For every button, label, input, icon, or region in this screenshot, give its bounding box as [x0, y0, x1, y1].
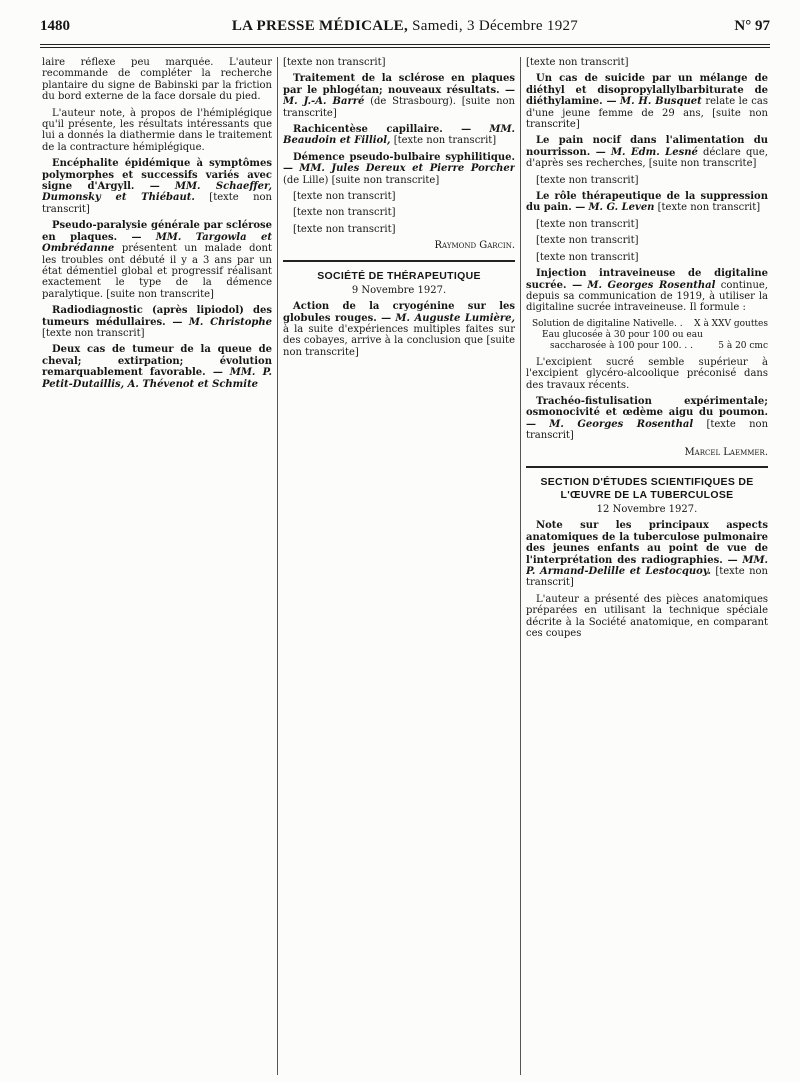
- issue-number: N° 97: [734, 18, 770, 34]
- communication: [42, 344, 272, 390]
- column-separator: [520, 57, 521, 1075]
- formula-dose: X à XXV gouttes: [694, 318, 768, 329]
- communication-title: Rachicentèse capillaire. —: [293, 124, 472, 136]
- communication-text: à la suite d'expériences multiples faites sur des cobayes, arrive à la conclusion que [suite non transcrite]: [283, 323, 515, 358]
- communication-title: Encéphalite épidémique à symptômes polymorphes et successifs variés avec signe d'Argyll. —: [42, 158, 272, 193]
- communication-authors: M. Georges Rosenthal: [549, 418, 694, 430]
- communication-title: Trachéo-fistulisation expérimentale; osmonocivité et œdème aigu du poumon. —: [526, 395, 768, 430]
- communication-authors: M. H. Busquet: [620, 96, 702, 108]
- communication-authors: MM. Schaeffer, Dumonsky et Thiébaut.: [42, 181, 272, 204]
- communication: [283, 124, 515, 147]
- communication-title: Démence pseudo-bulbaire syphilitique. —: [283, 151, 515, 175]
- communication-title: Radiodiagnostic (après lipiodol) des tumeurs médullaires. —: [42, 305, 272, 328]
- formula-dose: 5 à 20 cmc: [718, 340, 768, 351]
- communication-authors: M. Christophe: [188, 316, 272, 328]
- signature: Raymond Garcin.: [434, 240, 515, 252]
- paragraph: [texte non transcrit]: [293, 191, 396, 203]
- formula-line: [532, 319, 768, 330]
- communication: [526, 396, 768, 442]
- formula-ingredient: saccharosée à 100 pour 100. . .: [550, 340, 693, 351]
- formula-line: [532, 330, 768, 341]
- communication-text: [texte non transcrit]: [526, 418, 768, 442]
- formula-line: [532, 341, 768, 352]
- formula-ingredient: Solution de digitaline Nativelle. .: [532, 318, 683, 329]
- paragraph: L'auteur a présenté des pièces anatomiques préparées en utilisant la technique spéciale décrite à la Société anatomique, en comparant ces coupes: [526, 593, 768, 640]
- communication: [42, 158, 272, 215]
- communication-authors: MM. P. Petit-Dutaillis, A. Thévenot et Schmite: [42, 367, 272, 390]
- paragraph: [texte non transcrit]: [526, 57, 629, 68]
- communication-authors: MM. Beaudoin et Filliol,: [283, 124, 515, 147]
- communication: [283, 301, 515, 358]
- paragraph: [texte non transcrit]: [536, 218, 639, 230]
- communication: [526, 135, 768, 169]
- prescription-formula: [532, 319, 768, 352]
- communication-authors: M. J.-A. Barré: [283, 96, 365, 108]
- section-rule: [526, 466, 768, 468]
- communication: [283, 73, 515, 119]
- communication-text: (de Strasbourg). [suite non transcrite]: [283, 96, 515, 119]
- communication-title: Un cas de suicide par un mélange de diéthyl et disopropylallylbarbiturate de diéthylamine. —: [526, 73, 768, 108]
- communication-title: Deux cas de tumeur de la queue de cheval; extirpation; évolution remarquablement favorable. —: [42, 344, 272, 379]
- communication-authors: MM. Targowla et Ombrédanne: [42, 231, 272, 255]
- column-1: [42, 57, 272, 1075]
- communication-authors: MM. Jules Dereux et Pierre Porcher: [299, 163, 515, 175]
- section-title: SOCIÉTÉ DE THÉRAPEUTIQUE: [317, 269, 481, 282]
- communication-text: [texte non transcrit]: [42, 327, 145, 339]
- column-3: [526, 57, 768, 1075]
- header-rule: [40, 44, 770, 45]
- journal-title: [40, 18, 770, 35]
- journal-name: LA PRESSE MÉDICALE,: [231, 18, 409, 34]
- communication: [283, 152, 515, 186]
- communication: [42, 305, 272, 339]
- communication-authors: M. Georges Rosenthal: [587, 279, 716, 291]
- paragraph: L'excipient sucré semble supérieur à l'excipient glycéro-alcoolique préconisé dans des travaux récents.: [526, 356, 768, 391]
- communication-authors: M. Auguste Lumière,: [395, 312, 515, 324]
- communication-text: continue, depuis sa communication de 1919, à utiliser la digitaline sucrée intraveineuse. Il formule :: [526, 279, 768, 314]
- communication-authors: M. Edm. Lesné: [610, 146, 698, 158]
- paragraph: [texte non transcrit]: [536, 251, 639, 263]
- communication-authors: MM. P. Armand-Delille et Lestocquoy.: [526, 554, 768, 577]
- communication-title: Action de la cryogénine sur les globules rouges. —: [283, 301, 515, 324]
- communication-text: (de Lille) [suite non transcrite]: [283, 174, 440, 186]
- section-rule: [283, 260, 515, 262]
- paragraph: [texte non transcrit]: [293, 223, 396, 235]
- communication-text: [texte non transcrit]: [657, 202, 761, 214]
- issue-date: Samedi, 3 Décembre 1927: [412, 18, 579, 34]
- communication-title: Traitement de la sclérose en plaques par le phlogétan; nouveaux résultats. —: [283, 73, 515, 96]
- paragraph: [texte non transcrit]: [283, 57, 386, 68]
- page-header: [40, 18, 770, 40]
- section-title: SECTION D'ÉTUDES SCIENTIFIQUES DE L'ŒUVRE DE LA TUBERCULOSE: [540, 475, 754, 501]
- paragraph: [texte non transcrit]: [293, 207, 396, 219]
- signature: Marcel Laemmer.: [684, 446, 768, 458]
- communication-title: Le rôle thérapeutique de la suppression du pain. —: [526, 191, 768, 214]
- formula-ingredient: Eau glucosée à 30 pour 100 ou eau: [542, 329, 703, 340]
- communication-title: Le pain nocif dans l'alimentation du nourrisson. —: [526, 135, 768, 158]
- section-date: 12 Novembre 1927.: [596, 503, 698, 515]
- communication: [526, 191, 768, 214]
- communication: [42, 220, 272, 300]
- column-2: [283, 57, 515, 1075]
- communication: [526, 268, 768, 314]
- communication-text: [texte non transcrit]: [526, 566, 768, 589]
- paragraph: laire réflexe peu marquée. L'auteur recommande de compléter la recherche plantaire du signe de Babinski par la friction du bord externe de la face dorsale du pied.: [42, 57, 272, 103]
- header-rule-secondary: [40, 47, 770, 48]
- communication-text: présentent un malade dont les troubles ont débuté il y a 3 ans par un état démentiel global et progressif réalisant exactement le type de la démence paralytique. [suite non transcrite]: [42, 243, 272, 300]
- communication-text: [texte non transcrit]: [393, 135, 497, 147]
- communication-authors: M. G. Leven: [588, 202, 655, 214]
- paragraph: [texte non transcrit]: [536, 235, 639, 247]
- communication: [526, 73, 768, 130]
- communication-title: Note sur les principaux aspects anatomiques de la tuberculose pulmonaire des jeunes enfants au point de vue de l'interprétation des radiographies. —: [526, 520, 768, 566]
- communication-title: Injection intraveineuse de digitaline sucrée. —: [526, 268, 768, 291]
- section-date: 9 Novembre 1927.: [351, 284, 447, 296]
- communication-text: [texte non transcrit]: [42, 192, 272, 215]
- communication: [526, 520, 768, 588]
- communication-title: Pseudo-paralysie générale par sclérose en plaques. —: [42, 220, 272, 243]
- column-separator: [277, 57, 278, 1075]
- communication-text: relate le cas d'une jeune femme de 29 ans, [suite non transcrite]: [526, 96, 768, 131]
- paragraph: L'auteur note, à propos de l'hémiplégique qu'il présente, les résultats intéressants que lui a donnés la diathermie dans le traitement de la contracture hémiplégique.: [42, 107, 272, 153]
- paragraph: [texte non transcrit]: [536, 174, 639, 186]
- page-number: 1480: [40, 18, 70, 34]
- communication-text: déclare que, d'après ses recherches, [suite non transcrite]: [526, 146, 768, 170]
